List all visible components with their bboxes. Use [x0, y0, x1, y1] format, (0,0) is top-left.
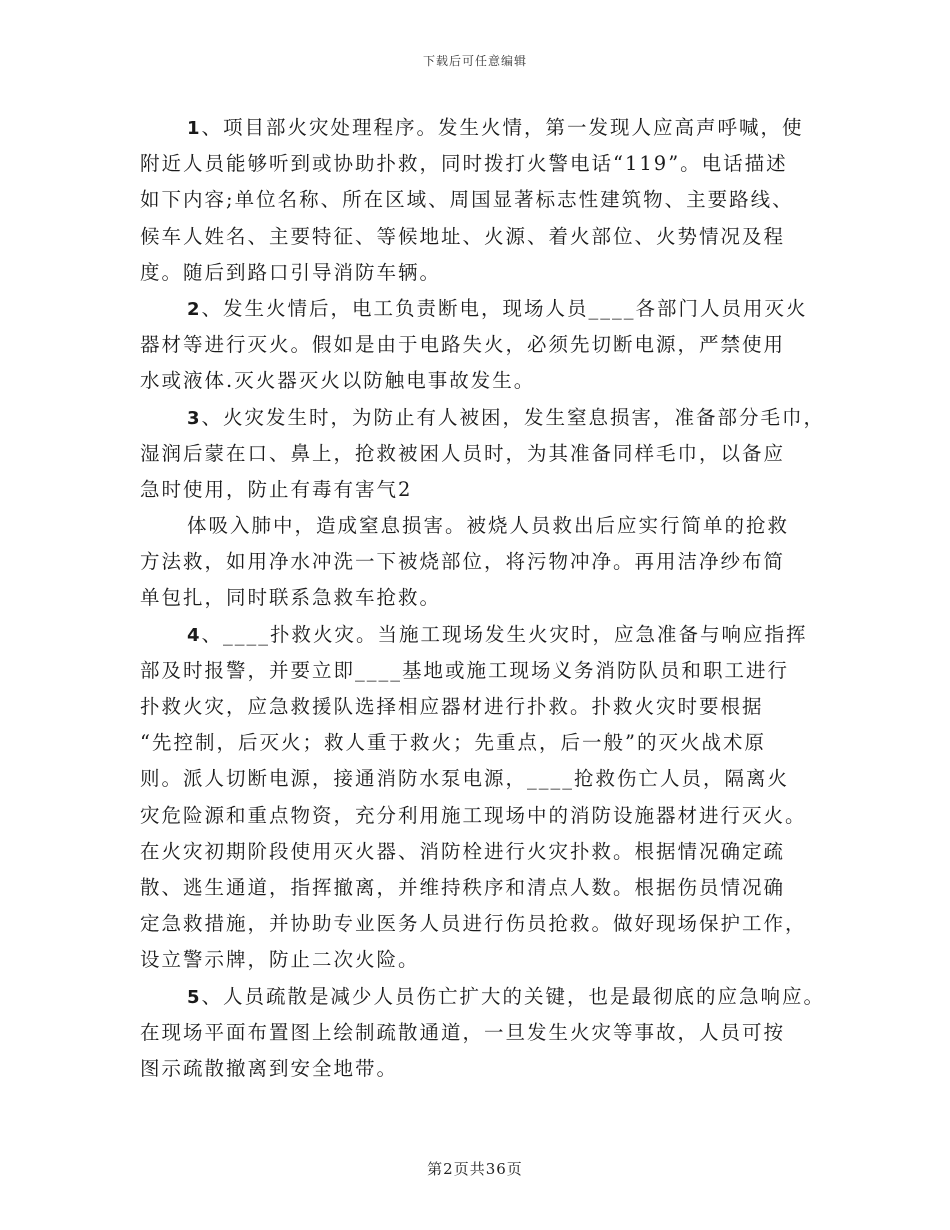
paragraph-line: 方法救，如用净水冲洗一下被烧部位，将污物冲净。再用洁净纱布简: [140, 550, 786, 574]
paragraph-line: 湿润后蒙在口、鼻上，抢救被困人员时，为其准备同样毛巾，以备应: [140, 441, 786, 465]
paragraph-line: 部及时报警，并要立即____基地或施工现场义务消防队员和职工进行: [140, 658, 790, 682]
paragraph-line: 2、发生火情后，电工负责断电，现场人员____各部门人员用灭火: [187, 296, 808, 320]
paragraph-line: “先控制，后灭火；救人重于救火；先重点，后一般”的灭火战术原: [140, 731, 766, 755]
paragraph-line: 灾危险源和重点物资，充分利用施工现场中的消防设施器材进行灭火。: [140, 803, 807, 827]
paragraph-line: 候车人姓名、主要特征、等候地址、火源、着火部位、火势情况及程: [140, 224, 786, 248]
paragraph-line: 5、人员疏散是减少人员伤亡扩大的关键，也是最彻底的应急响应。: [187, 984, 826, 1008]
paragraph-line: 4、____扑救火灾。当施工现场发生火灾时，应急准备与响应指挥: [187, 622, 808, 646]
paragraph-number: 3: [187, 407, 202, 429]
page-header: 下载后可任意编辑: [422, 54, 527, 68]
paragraph-number: 4: [187, 624, 202, 646]
paragraph-line: 器材等进行灭火。假如是由于电路失火，必须先切断电源，严禁使用: [140, 333, 786, 357]
paragraph-number: 1: [187, 118, 202, 139]
paragraph-2: [140, 291, 830, 400]
paragraph-1: [140, 110, 830, 291]
document-body: [140, 110, 830, 1087]
paragraph-line: 水或液体.灭火器灭火以防触电事故发生。: [140, 369, 536, 393]
paragraph-3-continued: [140, 508, 830, 617]
paragraph-line: 急时使用，防止有毒有害气2: [140, 477, 413, 501]
paragraph-line: 度。随后到路口引导消防车辆。: [140, 260, 442, 284]
paragraph-line: 扑救火灾，应急救援队选择相应器材进行扑救。扑救火灾时要根据: [140, 695, 764, 718]
paragraph-line: 体吸入肺中，造成窒息损害。被烧人员救出后应实行简单的抢救: [187, 514, 790, 538]
paragraph-line: 在现场平面布置图上绘制疏散通道，一旦发生火灾等事故，人员可按: [140, 1020, 786, 1044]
paragraph-line: 则。派人切断电源，接通消防水泵电源，____抢救伤亡人员，隔离火: [140, 767, 790, 791]
paragraph-line: 定急救措施，并协助专业医务人员进行伤员抢救。做好现场保护工作，: [140, 912, 807, 936]
paragraph-line: 图示疏散撤离到安全地带。: [140, 1056, 399, 1080]
paragraph-number: 2: [187, 298, 202, 320]
paragraph-3: [140, 400, 830, 509]
paragraph-line: 附近人员能够听到或协助扑救，同时拨打火警电话“119”。电话描述: [140, 152, 788, 176]
paragraph-5: [140, 979, 830, 1088]
paragraph-line: 设立警示牌，防止二次火险。: [140, 948, 420, 972]
paragraph-line: 单包扎，同时联系急救车抢救。: [140, 586, 442, 610]
paragraph-line: 在火灾初期阶段使用灭火器、消防栓进行火灾扑救。根据情况确定疏: [140, 839, 786, 863]
paragraph-number: 5: [187, 986, 202, 1008]
paragraph-line: 如下内容;单位名称、所在区域、周国显著标志性建筑物、主要路线、: [140, 188, 794, 212]
page-footer: 第2页共36页: [427, 1160, 523, 1178]
paragraph-line: 散、逃生通道，指挥撤离，并维持秩序和清点人数。根据伤员情况确: [140, 875, 786, 899]
paragraph-line: 1、项目部火灾处理程序。发生火情，第一发现人应高声呼喊，使: [187, 116, 804, 139]
paragraph-4: [140, 617, 830, 979]
paragraph-line: 3、火灾发生时，为防止有人被困，发生窒息损害，准备部分毛巾，: [187, 405, 826, 429]
